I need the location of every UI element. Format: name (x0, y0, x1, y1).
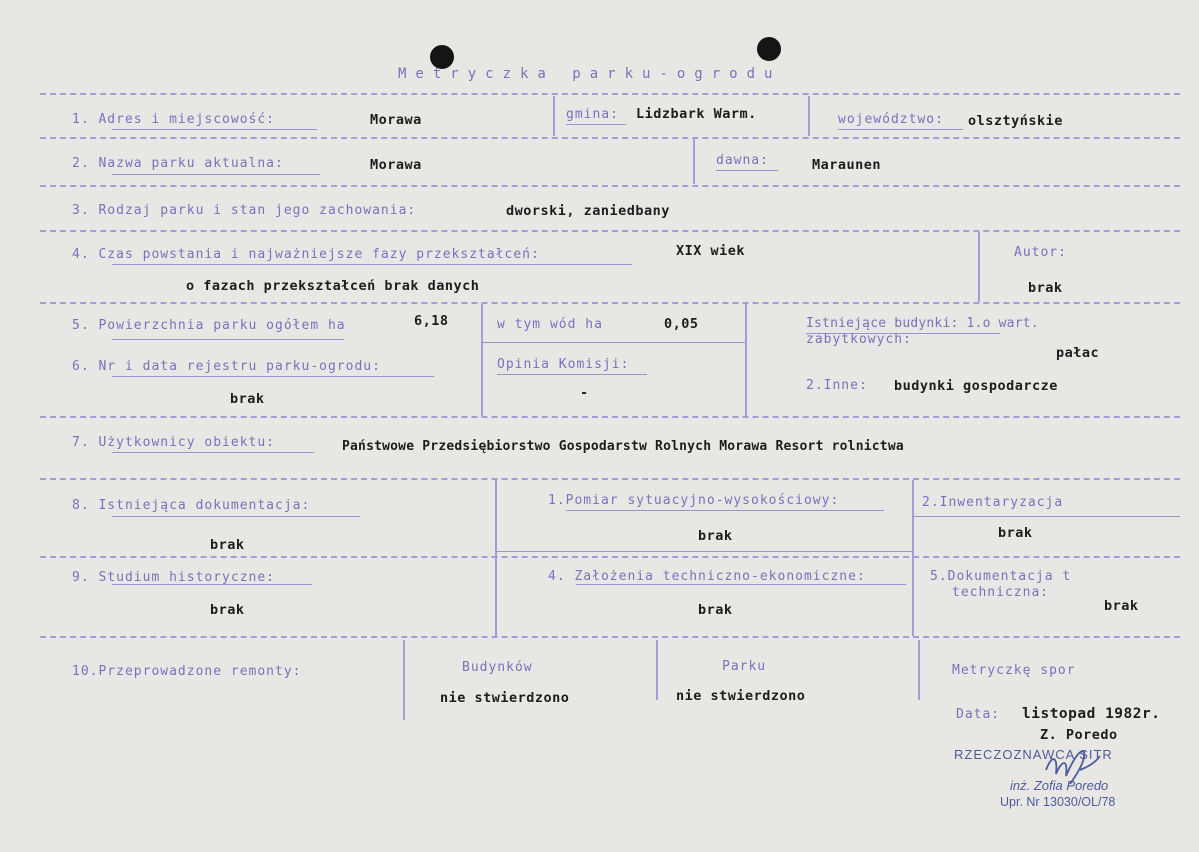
label-underline (566, 510, 884, 511)
stamp-name: inż. Zofia Poredo (1010, 778, 1109, 793)
origin-value: XIX wiek (676, 243, 746, 259)
prepared-by-label: Metryczkę spor (952, 663, 1076, 678)
rule (40, 302, 1180, 304)
rule (40, 230, 1180, 232)
divider (403, 640, 405, 720)
label-underline (838, 129, 963, 130)
renovations-label: 10.Przeprowadzone remonty: (72, 664, 302, 679)
buildings-renovation-value: nie stwierdzono (440, 690, 570, 706)
survey-label: 1.Pomiar sytuacyjno-wysokościowy: (548, 493, 840, 508)
stamp-license: Upr. Nr 13030/OL/78 (1000, 795, 1116, 809)
rule (40, 416, 1180, 418)
author-value: brak (1028, 280, 1063, 296)
rule (40, 636, 1180, 638)
date-value: listopad 1982r. (1022, 706, 1161, 722)
rule (912, 516, 1180, 517)
punch-hole-right (757, 37, 781, 61)
phases-value: o fazach przekształceń brak danych (186, 278, 480, 294)
documentation-label: 8. Istniejąca dokumentacja: (72, 498, 311, 513)
wojewodztwo-label: województwo: (838, 112, 944, 127)
divider (978, 232, 980, 302)
park-type-label: 3. Rodzaj parku i stan jego zachowania: (72, 203, 417, 218)
label-underline (566, 124, 626, 125)
inventory-value: brak (998, 525, 1033, 541)
label-underline (112, 452, 314, 453)
technical-doc-label: 5.Dokumentacja t (930, 569, 1072, 584)
divider (481, 304, 483, 416)
buildings-value: pałac (1056, 345, 1100, 361)
technical-label: 4. Założenia techniczno-ekonomiczne: (548, 569, 866, 584)
wojewodztwo-value: olsztyńskie (968, 113, 1063, 129)
divider (656, 640, 658, 700)
divider (745, 304, 747, 416)
users-label: 7. Użytkownicy obiektu: (72, 435, 276, 450)
inventory-label: 2.Inwentaryzacja (922, 495, 1064, 510)
rule (481, 342, 745, 343)
historical-study-value: brak (210, 602, 245, 618)
label-underline (576, 584, 906, 585)
rule (40, 93, 1180, 95)
water-label: w tym wód ha (497, 317, 603, 332)
area-value: 6,18 (414, 313, 449, 329)
water-value: 0,05 (664, 316, 699, 332)
stamp-title: RZECZOZNAWCA SITR (954, 747, 1113, 762)
rule (495, 551, 912, 552)
divider (495, 480, 497, 636)
divider (918, 640, 920, 700)
label-underline (112, 129, 317, 130)
label-underline (716, 170, 778, 171)
signed-name: Z. Poredo (1040, 727, 1118, 743)
divider (912, 480, 914, 636)
author-label: Autor: (1014, 245, 1067, 260)
label-underline (112, 376, 434, 377)
gmina-value: Lidzbark Warm. (636, 106, 757, 122)
other-buildings-label: 2.Inne: (806, 378, 868, 393)
opinion-label: Opinia Komisji: (497, 357, 630, 372)
rule (40, 185, 1180, 187)
buildings-label-2: zabytkowych: (806, 332, 912, 347)
divider (693, 139, 695, 184)
technical-value: brak (698, 602, 733, 618)
date-label: Data: (956, 707, 1001, 722)
rule (40, 137, 1180, 139)
label-underline (112, 264, 632, 265)
label-underline (497, 374, 647, 375)
rule (40, 556, 1180, 558)
park-heading: Parku (722, 659, 767, 674)
register-value: brak (230, 391, 265, 407)
park-renovation-value: nie stwierdzono (676, 688, 806, 704)
divider (808, 96, 810, 136)
other-buildings-value: budynki gospodarcze (894, 378, 1058, 394)
buildings-heading: Budynków (462, 660, 533, 675)
register-label: 6. Nr i data rejestru parku-ogrodu: (72, 359, 381, 374)
name-value: Morawa (370, 157, 422, 173)
technical-doc-label-2: techniczna: (952, 585, 1050, 600)
technical-doc-value: brak (1104, 598, 1139, 614)
buildings-label: Istniejące budynki: 1.o wart. (806, 316, 1039, 331)
label-underline (112, 516, 360, 517)
park-type-value: dworski, zaniedbany (506, 203, 670, 219)
name-label: 2. Nazwa parku aktualna: (72, 156, 284, 171)
opinion-value: - (580, 385, 589, 401)
area-label: 5. Powierzchnia parku ogółem ha (72, 318, 346, 333)
former-name-label: dawna: (716, 153, 769, 168)
divider (553, 96, 555, 136)
origin-label: 4. Czas powstania i najważniejsze fazy przekształceń: (72, 247, 540, 262)
users-value: Państwowe Przedsiębiorstwo Gospodarstw Rolnych Morawa Resort rolnictwa (342, 439, 904, 454)
historical-study-label: 9. Studium historyczne: (72, 570, 276, 585)
page-title: Metryczka parku-ogrodu (398, 66, 782, 82)
documentation-value: brak (210, 537, 245, 553)
address-label: 1. Adres i miejscowość: (72, 112, 276, 127)
survey-value: brak (698, 528, 733, 544)
address-value: Morawa (370, 112, 422, 128)
label-underline (112, 174, 320, 175)
gmina-label: gmina: (566, 107, 619, 122)
label-underline (112, 339, 344, 340)
former-name-value: Maraunen (812, 157, 882, 173)
rule (40, 478, 1180, 480)
